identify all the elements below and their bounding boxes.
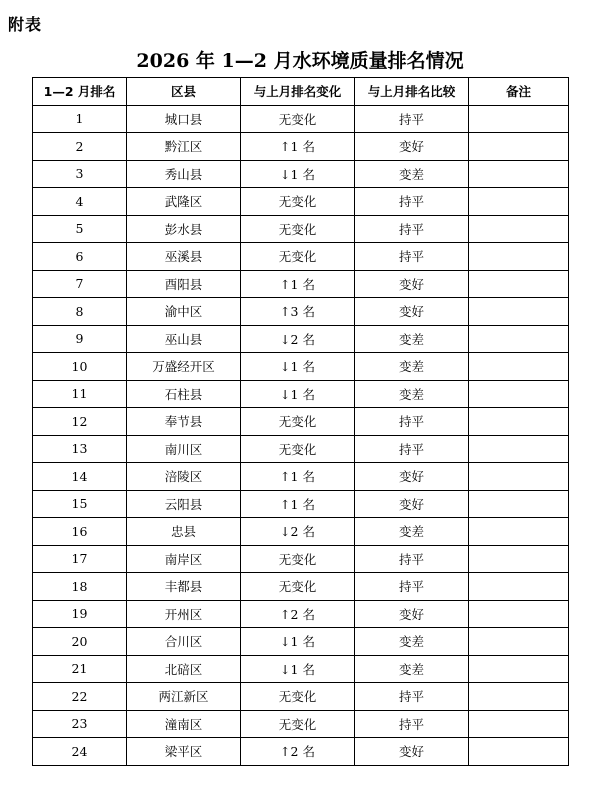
county-cell: 合川区 — [127, 628, 241, 656]
county-cell: 巫山县 — [127, 325, 241, 353]
table-row — [33, 325, 569, 353]
note-cell — [469, 518, 569, 546]
rank-change-cell: 无变化 — [241, 243, 355, 271]
rank-change-cell: 无变化 — [241, 408, 355, 436]
rank-change-cell: ↓1 名 — [241, 628, 355, 656]
rank-cell: 7 — [33, 270, 127, 298]
rank-cell: 15 — [33, 490, 127, 518]
note-cell — [469, 133, 569, 161]
table-row — [33, 353, 569, 381]
county-cell: 涪陵区 — [127, 463, 241, 491]
rank-cell: 21 — [33, 655, 127, 683]
rank-change-cell: 无变化 — [241, 188, 355, 216]
rank-cell: 6 — [33, 243, 127, 271]
rank-compare-cell: 变好 — [355, 270, 469, 298]
table-row — [33, 188, 569, 216]
table-row — [33, 270, 569, 298]
rank-compare-cell: 变好 — [355, 133, 469, 161]
table-row — [33, 545, 569, 573]
rank-cell: 13 — [33, 435, 127, 463]
rank-cell: 11 — [33, 380, 127, 408]
county-cell: 彭水县 — [127, 215, 241, 243]
header-rank-change: 与上月排名变化 — [241, 78, 355, 106]
rank-change-cell: 无变化 — [241, 545, 355, 573]
table-row — [33, 738, 569, 766]
table-row — [33, 160, 569, 188]
rank-cell: 19 — [33, 600, 127, 628]
rank-cell: 10 — [33, 353, 127, 381]
note-cell — [469, 408, 569, 436]
rank-cell: 24 — [33, 738, 127, 766]
county-cell: 城口县 — [127, 105, 241, 133]
table-row — [33, 243, 569, 271]
rank-change-cell: 无变化 — [241, 573, 355, 601]
note-cell — [469, 353, 569, 381]
rank-compare-cell: 变好 — [355, 738, 469, 766]
rank-compare-cell: 变差 — [355, 160, 469, 188]
note-cell — [469, 545, 569, 573]
rank-compare-cell: 持平 — [355, 545, 469, 573]
note-cell — [469, 573, 569, 601]
rank-cell: 12 — [33, 408, 127, 436]
header-rank: 1—2 月排名 — [33, 78, 127, 106]
rank-change-cell: ↑2 名 — [241, 600, 355, 628]
rank-compare-cell: 变好 — [355, 463, 469, 491]
ranking-table — [32, 77, 569, 766]
note-cell — [469, 490, 569, 518]
rank-cell: 8 — [33, 298, 127, 326]
rank-cell: 14 — [33, 463, 127, 491]
rank-change-cell: ↑3 名 — [241, 298, 355, 326]
table-row — [33, 710, 569, 738]
rank-change-cell: ↓1 名 — [241, 160, 355, 188]
rank-change-cell: ↓2 名 — [241, 325, 355, 353]
rank-compare-cell: 持平 — [355, 710, 469, 738]
rank-compare-cell: 变好 — [355, 600, 469, 628]
rank-cell: 22 — [33, 683, 127, 711]
rank-change-cell: 无变化 — [241, 435, 355, 463]
county-cell: 奉节县 — [127, 408, 241, 436]
table-row — [33, 435, 569, 463]
county-cell: 云阳县 — [127, 490, 241, 518]
note-cell — [469, 628, 569, 656]
rank-compare-cell: 变差 — [355, 325, 469, 353]
rank-compare-cell: 持平 — [355, 573, 469, 601]
rank-change-cell: ↓1 名 — [241, 380, 355, 408]
rank-compare-cell: 变差 — [355, 353, 469, 381]
county-cell: 渝中区 — [127, 298, 241, 326]
note-cell — [469, 243, 569, 271]
rank-change-cell: ↑1 名 — [241, 270, 355, 298]
county-cell: 黔江区 — [127, 133, 241, 161]
county-cell: 武隆区 — [127, 188, 241, 216]
table-row — [33, 490, 569, 518]
rank-cell: 16 — [33, 518, 127, 546]
county-cell: 开州区 — [127, 600, 241, 628]
rank-cell: 20 — [33, 628, 127, 656]
county-cell: 两江新区 — [127, 683, 241, 711]
rank-cell: 2 — [33, 133, 127, 161]
note-cell — [469, 710, 569, 738]
county-cell: 梁平区 — [127, 738, 241, 766]
rank-compare-cell: 变差 — [355, 518, 469, 546]
rank-change-cell: ↓1 名 — [241, 655, 355, 683]
rank-compare-cell: 变好 — [355, 298, 469, 326]
rank-cell: 9 — [33, 325, 127, 353]
rank-compare-cell: 持平 — [355, 188, 469, 216]
county-cell: 石柱县 — [127, 380, 241, 408]
rank-compare-cell: 持平 — [355, 408, 469, 436]
note-cell — [469, 435, 569, 463]
rank-cell: 17 — [33, 545, 127, 573]
rank-compare-cell: 持平 — [355, 435, 469, 463]
table-body — [33, 105, 569, 765]
table-row — [33, 573, 569, 601]
table-row — [33, 655, 569, 683]
note-cell — [469, 298, 569, 326]
note-cell — [469, 105, 569, 133]
county-cell: 北碚区 — [127, 655, 241, 683]
rank-compare-cell: 变好 — [355, 490, 469, 518]
rank-change-cell: ↑1 名 — [241, 490, 355, 518]
rank-change-cell: 无变化 — [241, 710, 355, 738]
rank-change-cell: ↓2 名 — [241, 518, 355, 546]
table-row — [33, 600, 569, 628]
rank-cell: 3 — [33, 160, 127, 188]
note-cell — [469, 270, 569, 298]
table-row — [33, 628, 569, 656]
note-cell — [469, 683, 569, 711]
rank-change-cell: 无变化 — [241, 215, 355, 243]
page-title: 2026 年 1—2 月水环境质量排名情况 — [136, 50, 464, 72]
table-row — [33, 215, 569, 243]
table-row — [33, 298, 569, 326]
county-cell: 潼南区 — [127, 710, 241, 738]
county-cell: 万盛经开区 — [127, 353, 241, 381]
county-cell: 南川区 — [127, 435, 241, 463]
rank-cell: 4 — [33, 188, 127, 216]
county-cell: 忠县 — [127, 518, 241, 546]
rank-compare-cell: 变差 — [355, 380, 469, 408]
rank-compare-cell: 持平 — [355, 243, 469, 271]
county-cell: 秀山县 — [127, 160, 241, 188]
county-cell: 丰都县 — [127, 573, 241, 601]
rank-compare-cell: 持平 — [355, 105, 469, 133]
table-row — [33, 380, 569, 408]
header-county: 区县 — [127, 78, 241, 106]
rank-compare-cell: 变差 — [355, 628, 469, 656]
rank-compare-cell: 持平 — [355, 215, 469, 243]
county-cell: 巫溪县 — [127, 243, 241, 271]
rank-cell: 1 — [33, 105, 127, 133]
note-cell — [469, 160, 569, 188]
note-cell — [469, 738, 569, 766]
table-header-row — [33, 78, 569, 106]
rank-change-cell: ↓1 名 — [241, 353, 355, 381]
rank-change-cell: 无变化 — [241, 683, 355, 711]
note-cell — [469, 600, 569, 628]
table-row — [33, 518, 569, 546]
rank-change-cell: ↑2 名 — [241, 738, 355, 766]
header-note: 备注 — [469, 78, 569, 106]
note-cell — [469, 188, 569, 216]
note-cell — [469, 380, 569, 408]
note-cell — [469, 655, 569, 683]
table-row — [33, 463, 569, 491]
rank-cell: 23 — [33, 710, 127, 738]
note-cell — [469, 463, 569, 491]
table-row — [33, 683, 569, 711]
rank-compare-cell: 持平 — [355, 683, 469, 711]
county-cell: 酉阳县 — [127, 270, 241, 298]
note-cell — [469, 215, 569, 243]
rank-change-cell: 无变化 — [241, 105, 355, 133]
header-rank-compare: 与上月排名比较 — [355, 78, 469, 106]
rank-cell: 18 — [33, 573, 127, 601]
county-cell: 南岸区 — [127, 545, 241, 573]
attachment-label: 附表 — [8, 15, 43, 34]
rank-change-cell: ↑1 名 — [241, 463, 355, 491]
rank-change-cell: ↑1 名 — [241, 133, 355, 161]
table-row — [33, 133, 569, 161]
note-cell — [469, 325, 569, 353]
rank-compare-cell: 变差 — [355, 655, 469, 683]
table-row — [33, 408, 569, 436]
rank-cell: 5 — [33, 215, 127, 243]
table-row — [33, 105, 569, 133]
